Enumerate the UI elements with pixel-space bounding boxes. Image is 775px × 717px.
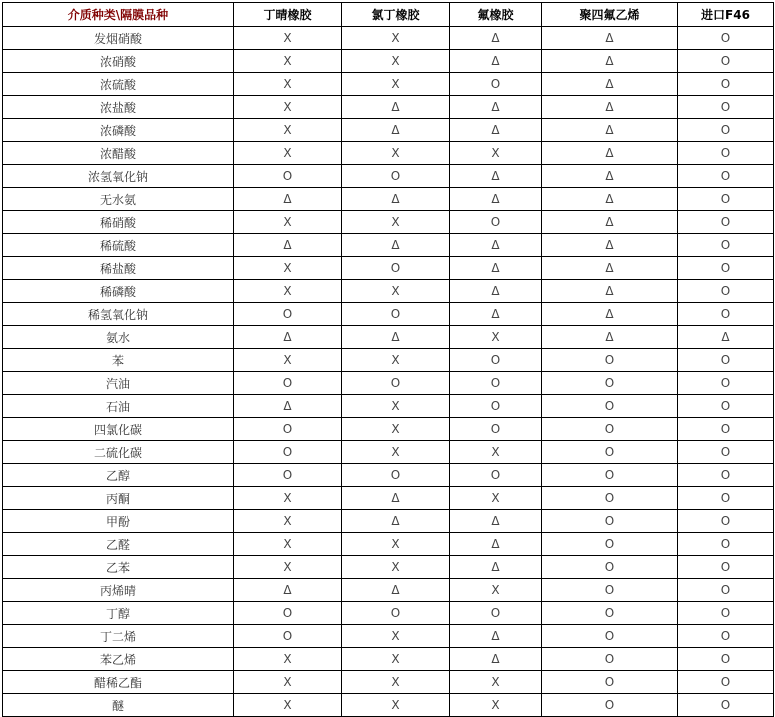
rating-cell: X — [234, 349, 342, 372]
rating-cell: O — [542, 372, 678, 395]
rating-cell: X — [234, 487, 342, 510]
table-row — [3, 165, 774, 188]
rating-cell: O — [678, 395, 774, 418]
rating-cell: X — [234, 694, 342, 717]
column-header-nitrile-rubber: 丁晴橡胶 — [234, 3, 342, 27]
rating-cell: O — [542, 349, 678, 372]
table-row — [3, 556, 774, 579]
medium-cell: 丙酮 — [3, 487, 234, 510]
table-row — [3, 487, 774, 510]
rating-cell: Δ — [542, 280, 678, 303]
rating-cell: O — [678, 556, 774, 579]
medium-cell: 苯乙烯 — [3, 648, 234, 671]
medium-cell: 稀盐酸 — [3, 257, 234, 280]
rating-cell: O — [234, 372, 342, 395]
rating-cell: Δ — [542, 165, 678, 188]
rating-cell: O — [678, 602, 774, 625]
column-header-chloroprene-rubber: 氯丁橡胶 — [342, 3, 450, 27]
medium-cell: 稀硝酸 — [3, 211, 234, 234]
rating-cell: O — [450, 349, 542, 372]
rating-cell: O — [234, 625, 342, 648]
rating-cell: X — [234, 556, 342, 579]
rating-cell: Δ — [542, 119, 678, 142]
rating-cell: X — [234, 142, 342, 165]
rating-cell: X — [234, 27, 342, 50]
rating-cell: O — [542, 510, 678, 533]
rating-cell: Δ — [542, 303, 678, 326]
rating-cell: X — [342, 441, 450, 464]
rating-cell: X — [234, 73, 342, 96]
medium-cell: 发烟硝酸 — [3, 27, 234, 50]
rating-cell: X — [450, 487, 542, 510]
rating-cell: X — [234, 211, 342, 234]
table-row — [3, 257, 774, 280]
rating-cell: Δ — [542, 27, 678, 50]
rating-cell: O — [678, 280, 774, 303]
table-row — [3, 349, 774, 372]
rating-cell: X — [342, 395, 450, 418]
table-row — [3, 510, 774, 533]
medium-cell: 乙苯 — [3, 556, 234, 579]
rating-cell: Δ — [234, 326, 342, 349]
rating-cell: Δ — [450, 556, 542, 579]
rating-cell: O — [678, 349, 774, 372]
medium-cell: 醋稀乙酯 — [3, 671, 234, 694]
table-row — [3, 395, 774, 418]
rating-cell: Δ — [450, 188, 542, 211]
medium-cell: 稀氢氧化钠 — [3, 303, 234, 326]
rating-cell: O — [678, 533, 774, 556]
rating-cell: O — [678, 257, 774, 280]
rating-cell: Δ — [450, 303, 542, 326]
table-row — [3, 464, 774, 487]
medium-cell: 浓氢氧化钠 — [3, 165, 234, 188]
rating-cell: O — [234, 418, 342, 441]
table-row — [3, 280, 774, 303]
rating-cell: O — [678, 27, 774, 50]
medium-cell: 浓硫酸 — [3, 73, 234, 96]
rating-cell: O — [342, 372, 450, 395]
table-row — [3, 234, 774, 257]
medium-cell: 甲酚 — [3, 510, 234, 533]
rating-cell: Δ — [450, 648, 542, 671]
rating-cell: O — [678, 579, 774, 602]
rating-cell: Δ — [342, 234, 450, 257]
medium-cell: 乙醛 — [3, 533, 234, 556]
rating-cell: O — [678, 671, 774, 694]
rating-cell: X — [234, 257, 342, 280]
rating-cell: Δ — [542, 234, 678, 257]
rating-cell: X — [342, 533, 450, 556]
rating-cell: O — [542, 648, 678, 671]
rating-cell: Δ — [450, 280, 542, 303]
table-row — [3, 188, 774, 211]
rating-cell: O — [678, 96, 774, 119]
table-row — [3, 73, 774, 96]
medium-cell: 氨水 — [3, 326, 234, 349]
rating-cell: X — [234, 280, 342, 303]
rating-cell: X — [450, 441, 542, 464]
rating-cell: O — [542, 602, 678, 625]
rating-cell: O — [678, 372, 774, 395]
table-row — [3, 625, 774, 648]
header-row — [3, 3, 774, 27]
rating-cell: O — [234, 303, 342, 326]
table-row — [3, 372, 774, 395]
medium-cell: 汽油 — [3, 372, 234, 395]
table-row — [3, 119, 774, 142]
medium-cell: 浓盐酸 — [3, 96, 234, 119]
rating-cell: Δ — [342, 487, 450, 510]
corner-header: 介质种类\隔膜品种 — [3, 3, 234, 27]
table-row — [3, 671, 774, 694]
rating-cell: O — [678, 487, 774, 510]
column-header-imported-f46: 进口F46 — [678, 3, 774, 27]
rating-cell: X — [450, 326, 542, 349]
rating-cell: O — [450, 73, 542, 96]
rating-cell: Δ — [234, 395, 342, 418]
rating-cell: O — [678, 694, 774, 717]
rating-cell: Δ — [542, 142, 678, 165]
rating-cell: O — [542, 418, 678, 441]
rating-cell: O — [678, 464, 774, 487]
rating-cell: O — [450, 372, 542, 395]
medium-cell: 丙烯晴 — [3, 579, 234, 602]
rating-cell: O — [678, 211, 774, 234]
table-row — [3, 96, 774, 119]
medium-cell: 石油 — [3, 395, 234, 418]
rating-cell: Δ — [450, 96, 542, 119]
rating-cell: X — [342, 418, 450, 441]
rating-cell: X — [234, 50, 342, 73]
rating-cell: O — [678, 165, 774, 188]
rating-cell: Δ — [542, 73, 678, 96]
table-body — [3, 27, 774, 717]
rating-cell: Δ — [542, 211, 678, 234]
rating-cell: O — [678, 648, 774, 671]
rating-cell: O — [678, 510, 774, 533]
rating-cell: Δ — [450, 165, 542, 188]
rating-cell: X — [450, 671, 542, 694]
medium-cell: 乙醇 — [3, 464, 234, 487]
rating-cell: X — [234, 648, 342, 671]
table-row — [3, 50, 774, 73]
medium-cell: 浓醋酸 — [3, 142, 234, 165]
rating-cell: Δ — [450, 533, 542, 556]
medium-cell: 无水氨 — [3, 188, 234, 211]
rating-cell: X — [450, 694, 542, 717]
table-row — [3, 694, 774, 717]
rating-cell: O — [678, 441, 774, 464]
medium-cell: 浓磷酸 — [3, 119, 234, 142]
rating-cell: O — [678, 418, 774, 441]
rating-cell: Δ — [450, 119, 542, 142]
rating-cell: O — [678, 303, 774, 326]
rating-cell: O — [234, 165, 342, 188]
rating-cell: X — [450, 142, 542, 165]
rating-cell: Δ — [342, 188, 450, 211]
table-row — [3, 303, 774, 326]
rating-cell: O — [542, 625, 678, 648]
table-row — [3, 579, 774, 602]
rating-cell: O — [678, 73, 774, 96]
table-row — [3, 533, 774, 556]
medium-cell: 苯 — [3, 349, 234, 372]
rating-cell: X — [234, 119, 342, 142]
column-header-ptfe: 聚四氟乙烯 — [542, 3, 678, 27]
rating-cell: Δ — [342, 119, 450, 142]
rating-cell: Δ — [450, 257, 542, 280]
rating-cell: X — [234, 96, 342, 119]
rating-cell: X — [342, 694, 450, 717]
rating-cell: X — [342, 211, 450, 234]
medium-cell: 四氯化碳 — [3, 418, 234, 441]
rating-cell: O — [542, 579, 678, 602]
rating-cell: O — [450, 418, 542, 441]
rating-cell: O — [678, 119, 774, 142]
rating-cell: Δ — [542, 326, 678, 349]
rating-cell: O — [450, 211, 542, 234]
rating-cell: Δ — [542, 188, 678, 211]
rating-cell: X — [234, 533, 342, 556]
rating-cell: O — [542, 441, 678, 464]
rating-cell: O — [234, 464, 342, 487]
rating-cell: X — [342, 27, 450, 50]
medium-cell: 丁醇 — [3, 602, 234, 625]
compatibility-table — [2, 2, 774, 717]
table-header — [3, 3, 774, 27]
medium-cell: 稀磷酸 — [3, 280, 234, 303]
rating-cell: Δ — [450, 625, 542, 648]
rating-cell: X — [342, 73, 450, 96]
rating-cell: X — [342, 625, 450, 648]
table-row — [3, 648, 774, 671]
rating-cell: X — [342, 648, 450, 671]
rating-cell: X — [342, 556, 450, 579]
rating-cell: O — [678, 142, 774, 165]
rating-cell: X — [342, 50, 450, 73]
table-row — [3, 418, 774, 441]
medium-cell: 丁二烯 — [3, 625, 234, 648]
rating-cell: X — [342, 280, 450, 303]
table-row — [3, 326, 774, 349]
rating-cell: Δ — [678, 326, 774, 349]
rating-cell: Δ — [342, 326, 450, 349]
rating-cell: Δ — [342, 510, 450, 533]
medium-cell: 稀硫酸 — [3, 234, 234, 257]
rating-cell: Δ — [450, 510, 542, 533]
rating-cell: O — [542, 533, 678, 556]
rating-cell: O — [450, 464, 542, 487]
rating-cell: O — [678, 625, 774, 648]
rating-cell: Δ — [234, 579, 342, 602]
rating-cell: Δ — [450, 50, 542, 73]
rating-cell: O — [678, 188, 774, 211]
rating-cell: O — [342, 257, 450, 280]
rating-cell: O — [450, 395, 542, 418]
medium-cell: 二硫化碳 — [3, 441, 234, 464]
table-row — [3, 211, 774, 234]
rating-cell: X — [342, 671, 450, 694]
rating-cell: Δ — [342, 96, 450, 119]
table-row — [3, 602, 774, 625]
rating-cell: O — [234, 602, 342, 625]
rating-cell: Δ — [234, 234, 342, 257]
rating-cell: O — [342, 165, 450, 188]
rating-cell: X — [342, 142, 450, 165]
rating-cell: O — [342, 602, 450, 625]
rating-cell: X — [234, 510, 342, 533]
medium-cell: 浓硝酸 — [3, 50, 234, 73]
rating-cell: O — [342, 303, 450, 326]
rating-cell: O — [678, 50, 774, 73]
medium-cell: 醚 — [3, 694, 234, 717]
rating-cell: O — [542, 694, 678, 717]
rating-cell: Δ — [542, 50, 678, 73]
rating-cell: Δ — [234, 188, 342, 211]
rating-cell: Δ — [342, 579, 450, 602]
rating-cell: Δ — [450, 234, 542, 257]
rating-cell: O — [450, 602, 542, 625]
rating-cell: Δ — [450, 27, 542, 50]
rating-cell: O — [542, 671, 678, 694]
rating-cell: O — [234, 441, 342, 464]
table-row — [3, 27, 774, 50]
table-row — [3, 441, 774, 464]
rating-cell: X — [450, 579, 542, 602]
rating-cell: O — [342, 464, 450, 487]
rating-cell: O — [542, 395, 678, 418]
rating-cell: O — [542, 556, 678, 579]
rating-cell: O — [542, 464, 678, 487]
rating-cell: X — [234, 671, 342, 694]
table-row — [3, 142, 774, 165]
rating-cell: Δ — [542, 96, 678, 119]
rating-cell: O — [678, 234, 774, 257]
rating-cell: Δ — [542, 257, 678, 280]
rating-cell: X — [342, 349, 450, 372]
column-header-fluoro-rubber: 氟橡胶 — [450, 3, 542, 27]
rating-cell: O — [542, 487, 678, 510]
